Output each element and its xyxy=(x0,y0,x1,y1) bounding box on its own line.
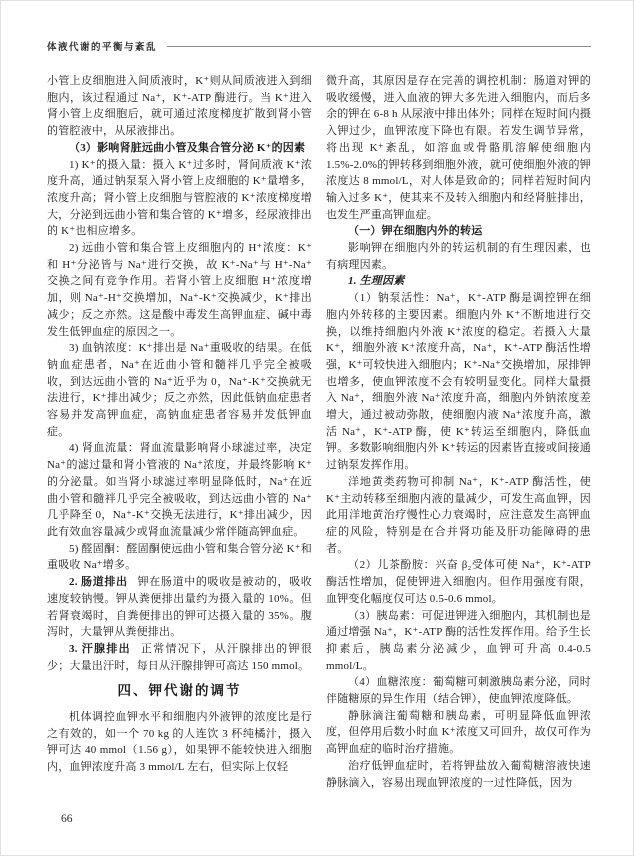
para-hypokalemia-treatment: 治疗低钾血症时，若将钾盐放入葡萄糖溶液快速静脉滴入，容易出现血钾浓度的一过性降低，因为 xyxy=(326,759,591,789)
two-column-body xyxy=(47,73,591,791)
para-transport-intro: 影响钾在细胞内外的转运机制的有生理因素，也有病理因素。 xyxy=(326,242,591,271)
item-renal-blood-flow: 4) 肾血流量：肾血流量影响肾小球滤过率，决定 Na⁺的滤过量和肾小管液的 Na⁺浓度，并最终影响 K⁺的分泌量。如当肾小球滤过率明显降低时，Na⁺在近曲小管和髓袢几乎完全被吸收，到达远曲小管的 Na⁺几乎降至 0，Na⁺-K⁺交换无法进行，K⁺排出减少，因此有效血容量减少或肾血流量减少常伴随高钾血症。 xyxy=(47,442,312,538)
term-intestinal-excretion: 2. 肠道排出 xyxy=(69,576,128,589)
subheading-transmembrane-transport: （一）钾在细胞内外的转运 xyxy=(348,225,483,238)
section-heading-potassium-regulation: 四、钾代谢的调节 xyxy=(117,683,242,699)
para-intestinal-excretion xyxy=(47,574,312,641)
page-footer xyxy=(61,813,73,825)
para-tubule-secretion-continuation: 小管上皮细胞进入间质液时，K⁺则从间质液进入到细胞内，该过程通过 Na⁺，K⁺-ATP 酶进行。当 K⁺进入肾小管上皮细胞后，就可通过浓度梯度扩散到肾小管的管腔液中，从尿液排出。 xyxy=(47,75,312,138)
para-intestinal-excretion-text: 钾在肠道中的吸收是被动的，吸收速度较钠慢。钾从粪便排出量约为摄入量的 10%。但若肾衰竭时，自粪便排出的钾可达摄入量的 35%。腹泻时，大量钾从粪便排出。 xyxy=(47,576,313,639)
header-rule xyxy=(167,46,591,47)
item-blood-glucose: （4）血糖浓度：葡萄糖可刺激胰岛素分泌，同时伴随糖原的异生作用（结合钾），使血钾浓度降低。 xyxy=(326,676,591,706)
para-sweat-excretion-text: 正常情况下，从汗腺排出的钾很少；大量出汗时，每日从汗腺排钾可高达 150 mmol。 xyxy=(47,642,312,672)
para-regulation-continuation: 微升高，其原因是存在完善的调控机制：肠道对钾的吸收缓慢，进入血液的钾大多先进入细胞内，而后多余的钾在 6-8 h 从尿液中排出体外；同样在短时间内摄入钾过少，血钾浓度下降也有限。若发生调节异常，将出现 K⁺紊乱，如溶血或骨骼肌溶解使细胞内 1.5%-2.0%的钾转移到细胞外液，就可使细胞外液的钾浓度达 8 mmol/L，对人体是致命的；同样若短时间内输入过多 K⁺，使其来不及转入细胞内和经肾脏排出，也发生严重高钾血症。 xyxy=(326,75,592,221)
left-column xyxy=(47,73,312,791)
item-insulin: （3）胰岛素：可促进钾进入细胞内，其机制也是通过增强 Na⁺，K⁺-ATP 酶的活性发挥作用。给予生长抑素后，胰岛素分泌减少，血钾可升高 0.4-0.5 mmol/L。 xyxy=(326,609,591,672)
para-regulation-intro: 机体调控血钾水平和细胞内外液钾的浓度比是行之有效的，如一个 70 kg 的人连饮 3 杯纯橘汁，摄入钾可达 40 mmol（1.56 g），如果钾不能较快进入细胞内，血钾浓度升高 3 mmol/L 左右，但实际上仅轻 xyxy=(47,711,312,774)
page-header xyxy=(47,39,591,53)
item-aldosterone: 5) 醛固酮：醛固酮使远曲小管和集合管分泌 K⁺和重吸收 Na⁺增多。 xyxy=(47,542,312,572)
item-hydrogen-concentration: 2) 远曲小管和集合管上皮细胞内的 H⁺浓度：K⁺和 H⁺分泌皆与 Na⁺进行交换，故 K⁺-Na⁺与 H⁺-Na⁺交换之间有竞争作用。若肾小管上皮细胞 H⁺浓度增加，则 Na⁺-H⁺交换增加，Na⁺-K⁺交换减少，K⁺排出减少；反之亦然。这是酸中毒发生高钾血症、碱中毒发生低钾血症的原因之一。 xyxy=(47,242,312,338)
running-head: 体液代谢的平衡与紊乱 xyxy=(47,43,158,53)
term-sweat-excretion: 3. 汗腺排出 xyxy=(69,642,131,655)
para-sweat-excretion xyxy=(47,641,312,674)
page-number: 66 xyxy=(61,813,73,825)
item-potassium-intake: 1) K⁺的摄入量：摄入 K⁺过多时，肾间质液 K⁺浓度升高，通过钠泵泵入肾小管上皮细胞的 K⁺量增多，浓度升高；肾小管上皮细胞与管腔液的 K⁺浓度梯度增大，分泌到远曲小管和集合管的 K⁺增多，经尿液排出的 K⁺也相应增多。 xyxy=(47,158,312,238)
right-column xyxy=(326,73,591,791)
para-digitalis: 洋地黄类药物可抑制 Na⁺，K⁺-ATP 酶活性，使 K⁺主动转移至细胞内液的量减少，可发生高血钾，因此用洋地黄治疗慢性心力衰竭时，应注意发生高钾血症的风险，特别是在合并肾功能及肝功能障碍的患者。 xyxy=(326,475,591,555)
heading-secretion-factors: （3）影响肾脏远曲小管及集合管分泌 K⁺的因素 xyxy=(69,141,306,154)
term-physiological-factors: 1. 生理因素 xyxy=(348,275,405,288)
para-iv-glucose-insulin: 静脉滴注葡萄糖和胰岛素，可明显降低血钾浓度，但停用后数小时血 K⁺浓度又可回升，故仅可作为高钾血症的临时治疗措施。 xyxy=(326,709,591,756)
item-blood-sodium: 3) 血钠浓度：K⁺排出是 Na⁺重吸收的结果。在低钠血症患者，Na⁺在近曲小管和髓袢几乎完全被吸收，到达远曲小管的 Na⁺近乎为 0，Na⁺-K⁺交换就无法进行，K⁺排出减少；反之亦然，因此低钠血症患者容易并发高钾血症，高钠血症患者容易并发低钾血症。 xyxy=(47,342,312,438)
item-catecholamine: （2）儿茶酚胺：兴奋 β₂受体可使 Na⁺，K⁺-ATP 酶活性增加，促使钾进入细胞内。但作用强度有限，血钾变化幅度仅可达 0.5-0.6 mmol。 xyxy=(326,559,591,605)
item-sodium-pump-activity: （1）钠泵活性：Na⁺，K⁺-ATP 酶是调控钾在细胞内外转移的主要因素。细胞内外 K⁺不断地进行交换，以维持细胞内外液 K⁺浓度的稳定。若摄入大量 K⁺，细胞外液 K⁺浓度升高，Na⁺，K⁺-ATP 酶活性增强，K⁺可较快进入细胞内；K⁺-Na⁺交换增加，尿排钾也增多，使血钾浓度不会有较明显变化。同样大量摄入 Na⁺，细胞外液 Na⁺浓度升高，细胞内外钠浓度差增大，通过被动弥散，使细胞内液 Na⁺浓度升高，激活 Na⁺，K⁺-ATP 酶，使 K⁺转运至细胞内，降低血钾。多数影响细胞内外 K⁺转运的因素皆直接或间接通过钠泵发挥作用。 xyxy=(326,292,591,472)
